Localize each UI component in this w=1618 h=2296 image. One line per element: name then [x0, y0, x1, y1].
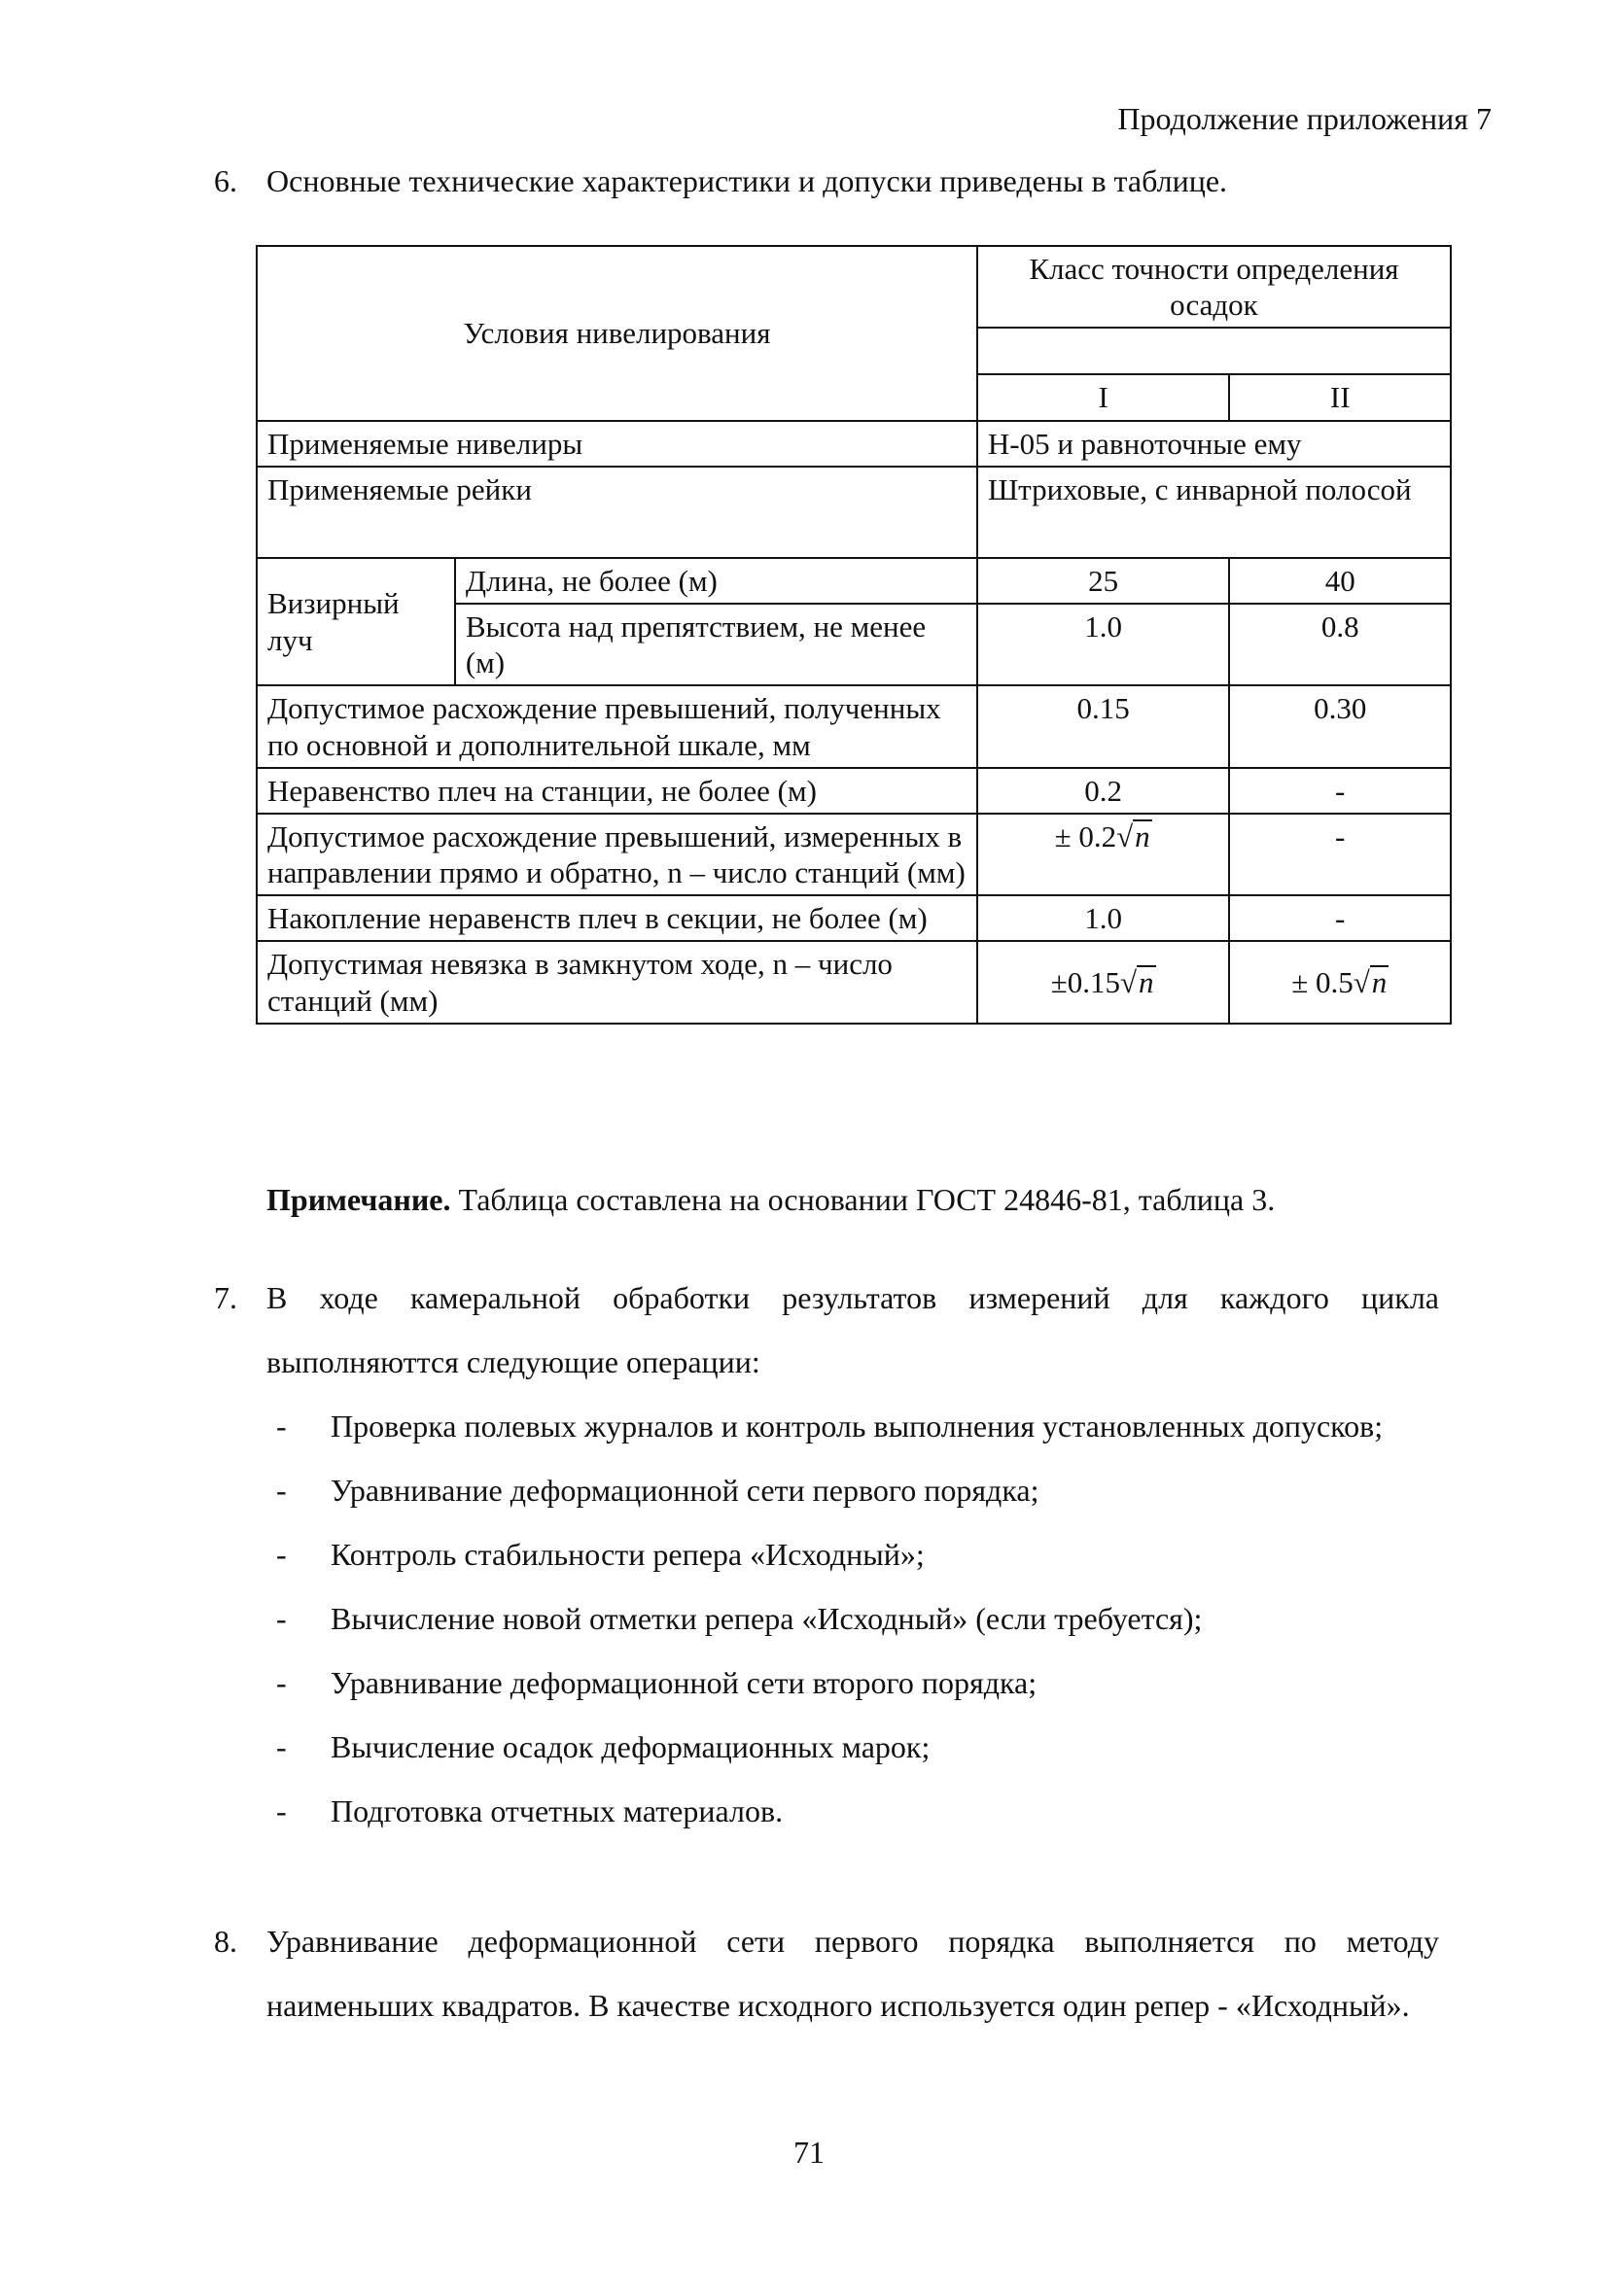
misclosure-i	[977, 941, 1230, 1023]
divergence-scale-ii: 0.30	[1229, 685, 1451, 767]
table-row	[257, 558, 1451, 604]
table-note	[266, 1182, 1275, 1218]
note-text: Таблица составлена на основании ГОСТ 24846-81, таблица 3.	[450, 1182, 1276, 1217]
page-number: 71	[793, 2135, 825, 2170]
table-row	[257, 467, 1451, 558]
item-7	[214, 1266, 1439, 1394]
item-6-text: Основные технические характеристики и допуски приведены в таблице.	[266, 163, 1228, 198]
list-item	[276, 1586, 1439, 1651]
list-item-text: Уравнивание деформационной сети первого порядка;	[331, 1473, 1039, 1508]
arm-accum-ii: -	[1229, 895, 1451, 941]
list-dash: -	[276, 1729, 287, 1764]
list-item-text: Уравнивание деформационной сети второго порядка;	[331, 1665, 1038, 1700]
header-spacer	[977, 328, 1451, 374]
divergence-direct-i	[977, 814, 1230, 895]
page-header: Продолжение приложения 7	[1117, 101, 1492, 136]
list-dash: -	[276, 1601, 287, 1636]
beam-length-ii: 40	[1229, 558, 1451, 604]
table-row	[257, 685, 1451, 767]
misclosure-ii-root: n	[1371, 965, 1388, 1000]
item-7-number: 7.	[214, 1280, 237, 1315]
table-row	[257, 768, 1451, 814]
levels-label: Применяемые нивелиры	[257, 421, 977, 467]
table-header-row	[257, 246, 1451, 328]
arm-inequality-i: 0.2	[977, 768, 1230, 814]
item-7-text: В ходе камеральной обработки результатов измерений для каждого цикла выполняюттся следующие операции:	[266, 1280, 1439, 1379]
class-header: Класс точности определения осадок	[977, 246, 1451, 328]
list-item	[276, 1522, 1439, 1586]
beam-height-i: 1.0	[977, 604, 1230, 685]
list-item-text: Контроль стабильности репера «Исходный»;	[331, 1537, 925, 1572]
sqrt-symbol: √	[1120, 965, 1138, 1000]
beam-label: Визирный луч	[257, 558, 455, 686]
rods-value: Штриховые, с инварной полосой	[977, 467, 1451, 558]
table-row	[257, 941, 1451, 1023]
list-item-text: Проверка полевых журналов и контроль выполнения установленных допусков;	[331, 1409, 1384, 1444]
class-i-header: I	[977, 374, 1230, 420]
misclosure-i-root: n	[1139, 965, 1154, 1000]
divergence-direct-ii: -	[1229, 814, 1451, 895]
levels-value: Н-05 и равноточные ему	[977, 421, 1451, 467]
misclosure-ii	[1229, 941, 1451, 1023]
divergence-direct-i-root: n	[1135, 818, 1150, 853]
table-row	[257, 895, 1451, 941]
misclosure-label: Допустимая невязка в замкнутом ходе, n – число станций (мм)	[257, 941, 977, 1023]
divergence-scale-i: 0.15	[977, 685, 1230, 767]
list-item	[276, 1458, 1439, 1522]
item-8-text: Уравнивание деформационной сети первого порядка выполняется по методу наименьших квадратов. В качестве исходного используется один репер - «Исходный».	[266, 1924, 1439, 2023]
list-item-text: Вычисление осадок деформационных марок;	[331, 1729, 931, 1764]
misclosure-ii-prefix: ± 0.5	[1291, 965, 1354, 1000]
beam-height-label: Высота над препятствием, не менее (м)	[455, 604, 977, 685]
operations-list	[276, 1394, 1439, 1843]
divergence-direct-label: Допустимое расхождение превышений, измеренных в направлении прямо и обратно, n – число станций (мм)	[257, 814, 977, 895]
list-item	[276, 1779, 1439, 1843]
misclosure-i-prefix: ±0.15	[1050, 965, 1121, 1000]
item-6-number: 6.	[214, 163, 237, 198]
arm-accum-i: 1.0	[977, 895, 1230, 941]
beam-length-label: Длина, не более (м)	[455, 558, 977, 604]
divergence-scale-label: Допустимое расхождение превышений, полученных по основной и дополнительной шкале, мм	[257, 685, 977, 767]
list-dash: -	[276, 1793, 287, 1828]
list-item	[276, 1394, 1439, 1458]
arm-inequality-label: Неравенство плеч на станции, не более (м)	[257, 768, 977, 814]
list-dash: -	[276, 1665, 287, 1700]
class-ii-header: II	[1229, 374, 1451, 420]
beam-height-ii: 0.8	[1229, 604, 1451, 685]
specs-table	[256, 245, 1452, 1025]
list-item-text: Вычисление новой отметки репера «Исходный» (если требуется);	[331, 1601, 1203, 1636]
item-8-number: 8.	[214, 1924, 237, 1959]
conditions-header: Условия нивелирования	[257, 246, 977, 421]
list-item-text: Подготовка отчетных материалов.	[331, 1793, 784, 1828]
list-dash: -	[276, 1473, 287, 1508]
note-label: Примечание.	[266, 1182, 451, 1217]
arm-inequality-ii: -	[1229, 768, 1451, 814]
sqrt-symbol: √	[1116, 818, 1134, 853]
table-row	[257, 421, 1451, 467]
list-dash: -	[276, 1537, 287, 1572]
beam-length-i: 25	[977, 558, 1230, 604]
table-row	[257, 814, 1451, 895]
divergence-direct-i-prefix: ± 0.2	[1054, 818, 1117, 853]
arm-accum-label: Накопление неравенств плеч в секции, не более (м)	[257, 895, 977, 941]
list-item	[276, 1651, 1439, 1715]
sqrt-symbol: √	[1353, 965, 1370, 1000]
rods-label: Применяемые рейки	[257, 467, 977, 558]
item-8	[214, 1909, 1439, 2037]
list-item	[276, 1715, 1439, 1779]
list-dash: -	[276, 1409, 287, 1444]
